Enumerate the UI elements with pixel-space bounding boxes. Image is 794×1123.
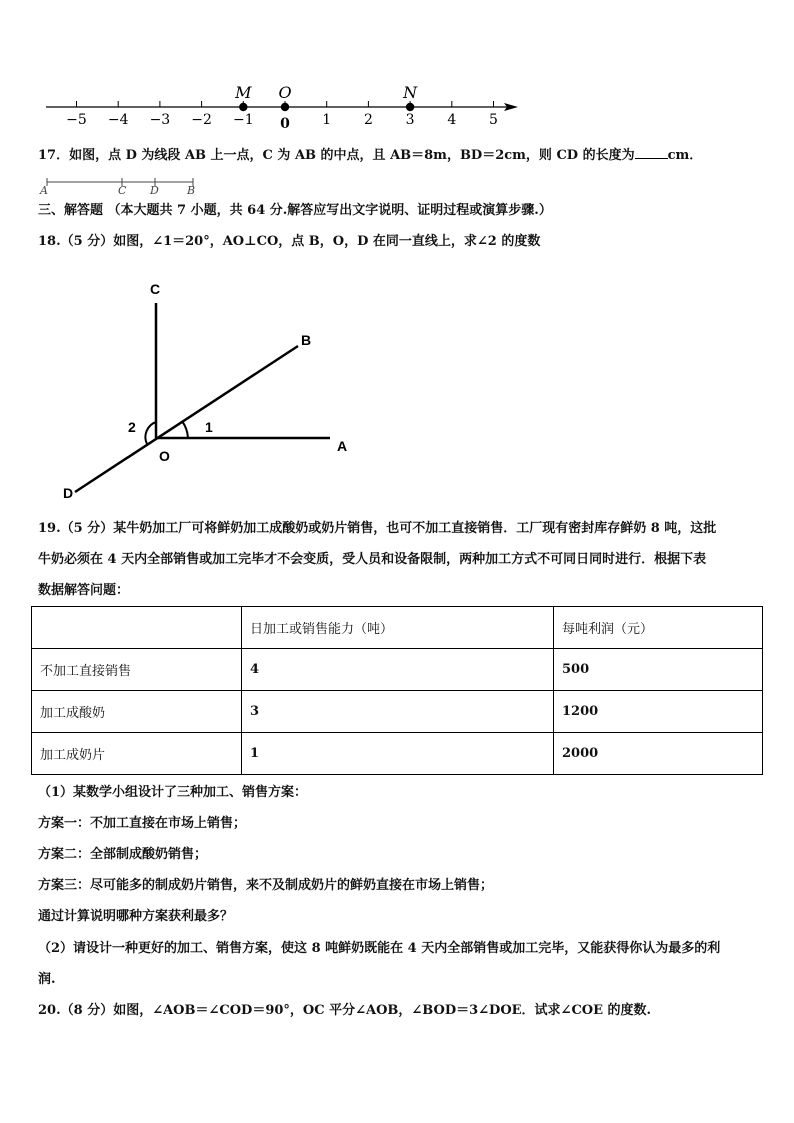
part-1: （1）某数学小组设计了三种加工、销售方案： xyxy=(38,785,308,800)
label-b: B xyxy=(187,184,196,196)
table-cell: 2000 xyxy=(554,733,763,775)
label-c: C xyxy=(150,281,161,297)
data-table xyxy=(31,606,763,775)
table-cell: 加工成奶片 xyxy=(32,733,242,775)
table-cell: 1 xyxy=(242,733,554,775)
question-17 xyxy=(38,146,702,165)
part-2-line-1: （2）请设计一种更好的加工、销售方案，使这 8 吨鲜奶既能在 4 天内全部销售或加工完毕，又能获得你认为最多的利 xyxy=(38,941,721,956)
point-label-m: M xyxy=(235,83,252,102)
label-a: A xyxy=(337,438,348,454)
table-cell: 3 xyxy=(242,691,554,733)
table-cell: 不加工直接销售 xyxy=(32,649,242,691)
point-n xyxy=(406,103,414,111)
label-o: O xyxy=(159,448,170,464)
table-header-cell: 每吨利润（元） xyxy=(554,607,763,649)
angle-1-arc xyxy=(182,421,188,438)
tick-label: 1 xyxy=(322,112,332,128)
tick-label: −2 xyxy=(191,112,212,128)
number-line xyxy=(0,78,794,134)
question-17-unit: cm． xyxy=(667,148,703,163)
plan-1: 方案一：不加工直接在市场上销售； xyxy=(38,816,247,831)
plan-3: 方案三：尽可能多的制成奶片销售，来不及制成奶片的鲜奶直接在市场上销售； xyxy=(38,878,494,893)
question-20: 20.（8 分）如图，∠AOB＝∠COD＝90°，OC 平分∠AOB，∠BOD＝3∠DOE．试求∠COE 的度数. xyxy=(38,1003,652,1018)
table-row xyxy=(32,691,763,733)
table-cell: 1200 xyxy=(554,691,763,733)
tick-label: −3 xyxy=(149,112,171,128)
question-18: 18.（5 分）如图，∠1＝20°，AO⊥CO，点 B，O，D 在同一直线上，求∠2 的度数 xyxy=(38,234,541,249)
table-cell: 4 xyxy=(242,649,554,691)
table-row xyxy=(32,733,763,775)
tick-label: −4 xyxy=(107,112,129,128)
question-19-line-2: 牛奶必须在 4 天内全部销售或加工完毕才不会变质，受人员和设备限制，两种加工方式不可同日同时进行．根据下表 xyxy=(38,552,707,567)
label-d: D xyxy=(63,485,74,501)
table-cell: 500 xyxy=(554,649,763,691)
point-o xyxy=(281,103,289,111)
line-bd xyxy=(75,346,298,492)
tick-label: −5 xyxy=(66,112,87,128)
label-d: D xyxy=(150,184,159,196)
part-1-question: 通过计算说明哪种方案获利最多？ xyxy=(38,909,234,924)
label-a: A xyxy=(40,184,48,196)
angle-figure-18 xyxy=(50,275,370,505)
table-header-cell xyxy=(32,607,242,649)
plan-2: 方案二：全部制成酸奶销售； xyxy=(38,847,208,862)
label-angle-1: 1 xyxy=(205,419,213,435)
section-3-heading: 三、解答题 （本大题共 7 小题，共 64 分.解答应写出文字说明、证明过程或演算步骤.） xyxy=(38,203,552,218)
point-label-o: O xyxy=(278,83,292,102)
tick-label: 4 xyxy=(447,112,457,128)
tick-label: 0 xyxy=(280,116,290,132)
segment-ab-figure xyxy=(36,174,206,196)
label-c: C xyxy=(118,184,127,196)
question-19-line-3: 数据解答问题： xyxy=(38,583,130,598)
point-label-n: N xyxy=(403,83,418,102)
part-2-line-2: 润. xyxy=(38,972,56,987)
table-row xyxy=(32,649,763,691)
point-m xyxy=(239,103,247,111)
table-cell: 加工成酸奶 xyxy=(32,691,242,733)
question-19-line-1: 19.（5 分）某牛奶加工厂可将鲜奶加工成酸奶或奶片销售，也可不加工直接销售．工厂现有密封库存鲜奶 8 吨，这批 xyxy=(38,521,717,536)
tick-label: −1 xyxy=(232,112,254,128)
table-header-cell: 日加工或销售能力（吨） xyxy=(242,607,554,649)
table-header-row xyxy=(32,607,763,649)
tick-label: 2 xyxy=(363,112,373,128)
label-b: B xyxy=(301,332,312,348)
tick-label: 3 xyxy=(405,112,415,128)
answer-blank xyxy=(635,146,668,159)
tick-label: 5 xyxy=(489,112,498,128)
question-17-text: 17．如图，点 D 为线段 AB 上一点，C 为 AB 的中点，且 AB＝8m，BD＝2cm，则 CD 的长度为 xyxy=(38,148,635,163)
label-angle-2: 2 xyxy=(128,419,136,435)
